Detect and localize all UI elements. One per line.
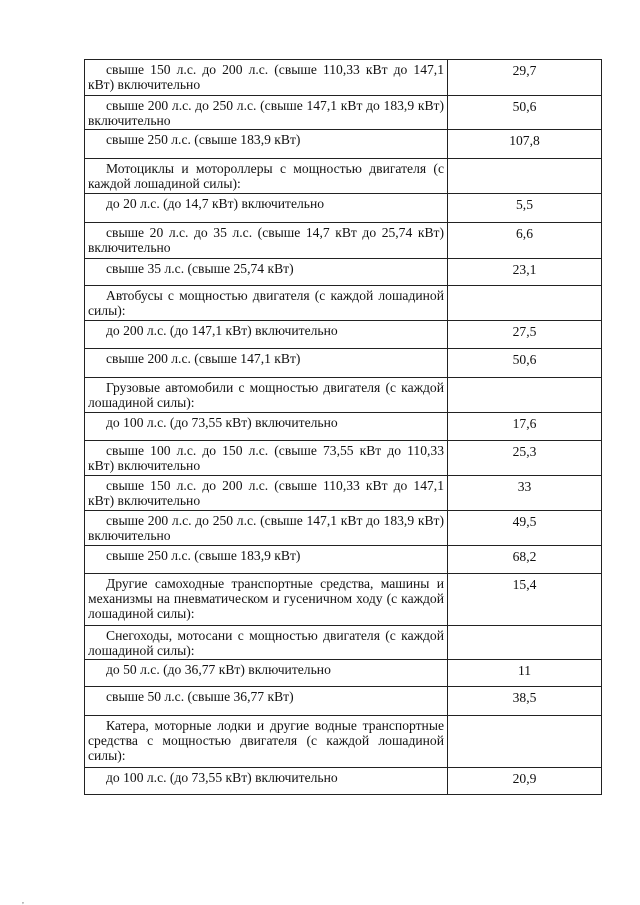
tax-rate-table bbox=[84, 59, 602, 795]
table-row bbox=[85, 768, 602, 795]
vehicle-category-cell bbox=[85, 223, 448, 259]
vehicle-category-cell bbox=[85, 321, 448, 349]
tax-rate-cell: 23,1 bbox=[448, 259, 602, 286]
table-row bbox=[85, 321, 602, 349]
vehicle-category-text: свыше 20 л.с. до 35 л.с. (свыше 14,7 кВт до 25,74 кВт) включительно bbox=[88, 225, 444, 255]
vehicle-category-text: свыше 200 л.с. до 250 л.с. (свыше 147,1 кВт до 183,9 кВт) включительно bbox=[88, 513, 444, 543]
table-row bbox=[85, 378, 602, 413]
vehicle-category-text: до 50 л.с. (до 36,77 кВт) включительно bbox=[106, 662, 331, 677]
tax-rate-cell: 6,6 bbox=[448, 223, 602, 259]
tax-rate-cell: 15,4 bbox=[448, 574, 602, 626]
vehicle-category-text: свыше 200 л.с. до 250 л.с. (свыше 147,1 кВт до 183,9 кВт) включительно bbox=[88, 98, 444, 128]
vehicle-category-cell bbox=[85, 716, 448, 768]
tax-rate-cell: 49,5 bbox=[448, 511, 602, 546]
table-row bbox=[85, 626, 602, 660]
vehicle-category-text: Мотоциклы и мотороллеры с мощностью двигателя (с каждой лошадиной силы): bbox=[88, 161, 444, 191]
tax-rate-cell: 68,2 bbox=[448, 546, 602, 574]
tax-rate-cell bbox=[448, 159, 602, 194]
tax-rate-cell: 29,7 bbox=[448, 60, 602, 96]
table-row bbox=[85, 687, 602, 716]
vehicle-category-cell bbox=[85, 259, 448, 286]
vehicle-category-cell bbox=[85, 626, 448, 660]
vehicle-category-text: до 200 л.с. (до 147,1 кВт) включительно bbox=[106, 323, 338, 338]
tax-rate-cell bbox=[448, 716, 602, 768]
tax-rate-cell: 107,8 bbox=[448, 130, 602, 159]
vehicle-category-text: свыше 250 л.с. (свыше 183,9 кВт) bbox=[106, 132, 301, 147]
vehicle-category-text: свыше 150 л.с. до 200 л.с. (свыше 110,33 кВт до 147,1 кВт) включительно bbox=[88, 478, 444, 508]
vehicle-category-text: Другие самоходные транспортные средства, машины и механизмы на пневматическом и гусеничном ходу (с каждой лошадиной силы): bbox=[88, 576, 444, 621]
tax-rate-cell: 50,6 bbox=[448, 96, 602, 130]
table-row bbox=[85, 716, 602, 768]
vehicle-category-cell bbox=[85, 194, 448, 223]
page-mark: , bbox=[22, 896, 24, 905]
tax-rate-cell bbox=[448, 286, 602, 321]
vehicle-category-cell bbox=[85, 768, 448, 795]
vehicle-category-text: Автобусы с мощностью двигателя (с каждой лошадиной силы): bbox=[88, 288, 444, 318]
vehicle-category-cell bbox=[85, 286, 448, 321]
vehicle-category-cell bbox=[85, 130, 448, 159]
vehicle-category-cell bbox=[85, 687, 448, 716]
vehicle-category-cell bbox=[85, 378, 448, 413]
vehicle-category-text: свыше 150 л.с. до 200 л.с. (свыше 110,33 кВт до 147,1 кВт) включительно bbox=[88, 62, 444, 92]
vehicle-category-text: до 100 л.с. (до 73,55 кВт) включительно bbox=[106, 415, 338, 430]
tax-rate-cell bbox=[448, 626, 602, 660]
vehicle-category-cell bbox=[85, 441, 448, 476]
vehicle-category-text: Грузовые автомобили с мощностью двигателя (с каждой лошадиной силы): bbox=[88, 380, 444, 410]
table-row bbox=[85, 349, 602, 378]
tax-rate-cell: 50,6 bbox=[448, 349, 602, 378]
tax-rate-cell: 38,5 bbox=[448, 687, 602, 716]
table-row bbox=[85, 223, 602, 259]
table-row bbox=[85, 96, 602, 130]
table-row bbox=[85, 546, 602, 574]
tax-rate-cell: 25,3 bbox=[448, 441, 602, 476]
vehicle-category-text: свыше 250 л.с. (свыше 183,9 кВт) bbox=[106, 548, 301, 563]
table-row bbox=[85, 476, 602, 511]
vehicle-category-cell bbox=[85, 511, 448, 546]
vehicle-category-text: свыше 50 л.с. (свыше 36,77 кВт) bbox=[106, 689, 294, 704]
table-row bbox=[85, 511, 602, 546]
tax-rate-cell: 33 bbox=[448, 476, 602, 511]
tax-rate-cell: 27,5 bbox=[448, 321, 602, 349]
vehicle-category-text: до 100 л.с. (до 73,55 кВт) включительно bbox=[106, 770, 338, 785]
table-row bbox=[85, 441, 602, 476]
vehicle-category-cell bbox=[85, 349, 448, 378]
vehicle-category-cell bbox=[85, 476, 448, 511]
table-row bbox=[85, 574, 602, 626]
vehicle-category-cell bbox=[85, 159, 448, 194]
vehicle-category-text: свыше 200 л.с. (свыше 147,1 кВт) bbox=[106, 351, 301, 366]
vehicle-category-cell bbox=[85, 60, 448, 96]
tax-rate-cell: 5,5 bbox=[448, 194, 602, 223]
vehicle-category-text: Снегоходы, мотосани с мощностью двигателя (с каждой лошадиной силы): bbox=[88, 628, 444, 658]
vehicle-category-cell bbox=[85, 96, 448, 130]
table-row bbox=[85, 60, 602, 96]
table-row bbox=[85, 413, 602, 441]
table-row bbox=[85, 259, 602, 286]
table-row bbox=[85, 194, 602, 223]
vehicle-category-text: свыше 35 л.с. (свыше 25,74 кВт) bbox=[106, 261, 294, 276]
vehicle-category-text: Катера, моторные лодки и другие водные транспортные средства с мощностью двигателя (с каждой лошадиной силы): bbox=[88, 718, 444, 763]
tax-rate-cell: 20,9 bbox=[448, 768, 602, 795]
vehicle-category-cell bbox=[85, 660, 448, 687]
tax-rate-cell bbox=[448, 378, 602, 413]
table-row bbox=[85, 130, 602, 159]
tax-rate-cell: 11 bbox=[448, 660, 602, 687]
vehicle-category-cell bbox=[85, 413, 448, 441]
tax-rate-cell: 17,6 bbox=[448, 413, 602, 441]
vehicle-category-cell bbox=[85, 546, 448, 574]
vehicle-category-text: свыше 100 л.с. до 150 л.с. (свыше 73,55 кВт до 110,33 кВт) включительно bbox=[88, 443, 444, 473]
table-row bbox=[85, 660, 602, 687]
table-row bbox=[85, 159, 602, 194]
table-row bbox=[85, 286, 602, 321]
vehicle-category-text: до 20 л.с. (до 14,7 кВт) включительно bbox=[106, 196, 325, 211]
tax-rate-table-body bbox=[85, 60, 602, 795]
vehicle-category-cell bbox=[85, 574, 448, 626]
